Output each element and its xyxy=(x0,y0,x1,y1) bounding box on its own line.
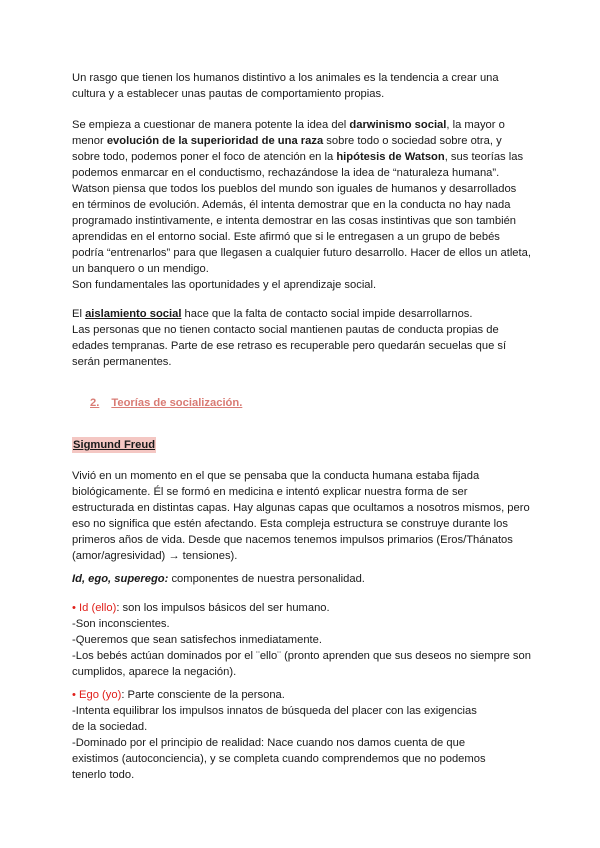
text-line: podemos enmarcar en el conductismo, rechazándose la idea de “naturaleza humana”. xyxy=(72,167,500,179)
text-line: biológicamente. Él se formó en medicina e intentó explicar nuestra forma de ser xyxy=(72,486,468,498)
text-line: (amor/agresividad) → tensiones). xyxy=(72,550,238,562)
text-line: -Intenta equilibrar los impulsos innatos de búsqueda del placer con las exigencias xyxy=(72,705,477,717)
text-line: Vivió en un momento en el que se pensaba que la conducta humana estaba fijada xyxy=(72,470,480,482)
section-title: Teorías de socialización. xyxy=(111,397,243,409)
text-line: Las personas que no tienen contacto social mantienen pautas de conducta propias de xyxy=(72,324,499,336)
bold-italic-term: Id, ego, superego: xyxy=(72,573,169,585)
text-line: primeros años de vida. Desde que nacemos tenemos impulsos primarios (Eros/Thánatos xyxy=(72,534,513,546)
paragraph-culture xyxy=(72,70,532,102)
paragraph-freud xyxy=(72,468,532,564)
text-line: El aislamiento social hace que la falta de contacto social impide desarrollarnos. xyxy=(72,308,473,320)
text-line: serán permanentes. xyxy=(72,356,172,368)
text-line: • Id (ello): son los impulsos básicos del ser humano. xyxy=(72,602,330,614)
paragraph-opportunities xyxy=(72,277,532,293)
paragraph-watson xyxy=(72,117,532,277)
bold-underlined-term: aislamiento social xyxy=(85,308,182,320)
text-line: menor evolución de la superioridad de una raza sobre todo o sociedad sobre otra, y xyxy=(72,135,502,147)
paragraph-ego xyxy=(72,687,532,783)
text-line: -Queremos que sean satisfechos inmediatamente. xyxy=(72,634,322,646)
text-line: cumplidos, aparece la negación). xyxy=(72,666,237,678)
text-line: podría “entrenarlos” para que llegasen a cualquier futuro desarrollo. Hacer de ellos un atleta, xyxy=(72,247,531,259)
bold-term: evolución de la superioridad de una raza xyxy=(106,135,324,147)
text-line: existimos (autoconciencia), y se completa cuando comprendemos que no podemos xyxy=(72,753,486,765)
paragraph-components xyxy=(72,571,532,587)
text-line: un banquero o un mendigo. xyxy=(72,263,209,275)
text-line: • Ego (yo): Parte consciente de la persona. xyxy=(72,689,285,701)
paragraph-id xyxy=(72,600,532,680)
bold-term: darwinismo social xyxy=(349,119,447,131)
section-number: 2. xyxy=(90,397,100,409)
text-line: programado instintivamente, e intenta demostrar en las cosas instintivas que son también xyxy=(72,215,517,227)
text-line: -Son inconscientes. xyxy=(72,618,170,630)
text-line: aprendidas en el entorno social. Este afirmó que si le entregasen a un grupo de bebés xyxy=(72,231,500,243)
text-line: cultura y a establecer unas pautas de comportamiento propias. xyxy=(72,88,385,100)
id-label: • Id (ello) xyxy=(72,602,117,614)
text-line: tenerlo todo. xyxy=(72,769,135,781)
subheading-sigmund-freud: Sigmund Freud xyxy=(73,439,156,451)
text-line: Se empieza a cuestionar de manera potente la idea del darwinismo social, la mayor o xyxy=(72,119,505,131)
text-line: Un rasgo que tienen los humanos distintivo a los animales es la tendencia a crear una xyxy=(72,72,499,84)
section-heading xyxy=(90,395,242,411)
ego-label: • Ego (yo) xyxy=(72,689,122,701)
bold-term: hipótesis de Watson xyxy=(336,151,445,163)
text-line: de la sociedad. xyxy=(72,721,148,733)
text-line: estructurada en distintas capas. Hay algunas capas que ocultamos a nosotros mismos, pero xyxy=(72,502,530,514)
text-line: edades tempranas. Parte de ese retraso es recuperable pero quedarán secuelas que sí xyxy=(72,340,507,352)
text-line: Watson piensa que todos los pueblos del mundo son iguales de humanos y desarrollados xyxy=(72,183,517,195)
text-line: en términos de evolución. Además, él intenta demostrar que en la conducta no hay nada xyxy=(72,199,511,211)
text-line: Son fundamentales las oportunidades y el aprendizaje social. xyxy=(72,279,377,291)
text-line: Id, ego, superego: componentes de nuestra personalidad. xyxy=(72,573,365,585)
paragraph-isolation xyxy=(72,306,532,370)
text-line: sobre todo, podemos poner el foco de atención en la hipótesis de Watson, sus teorías las xyxy=(72,151,524,163)
text-line: -Dominado por el principio de realidad: Nace cuando nos damos cuenta de que xyxy=(72,737,466,749)
text-line: eso no significa que estén afectando. Esta compleja estructura se construye durante los xyxy=(72,518,508,530)
text-line: -Los bebés actúan dominados por el ¨ello¨ (pronto aprenden que sus deseos no siempre son xyxy=(72,650,531,662)
